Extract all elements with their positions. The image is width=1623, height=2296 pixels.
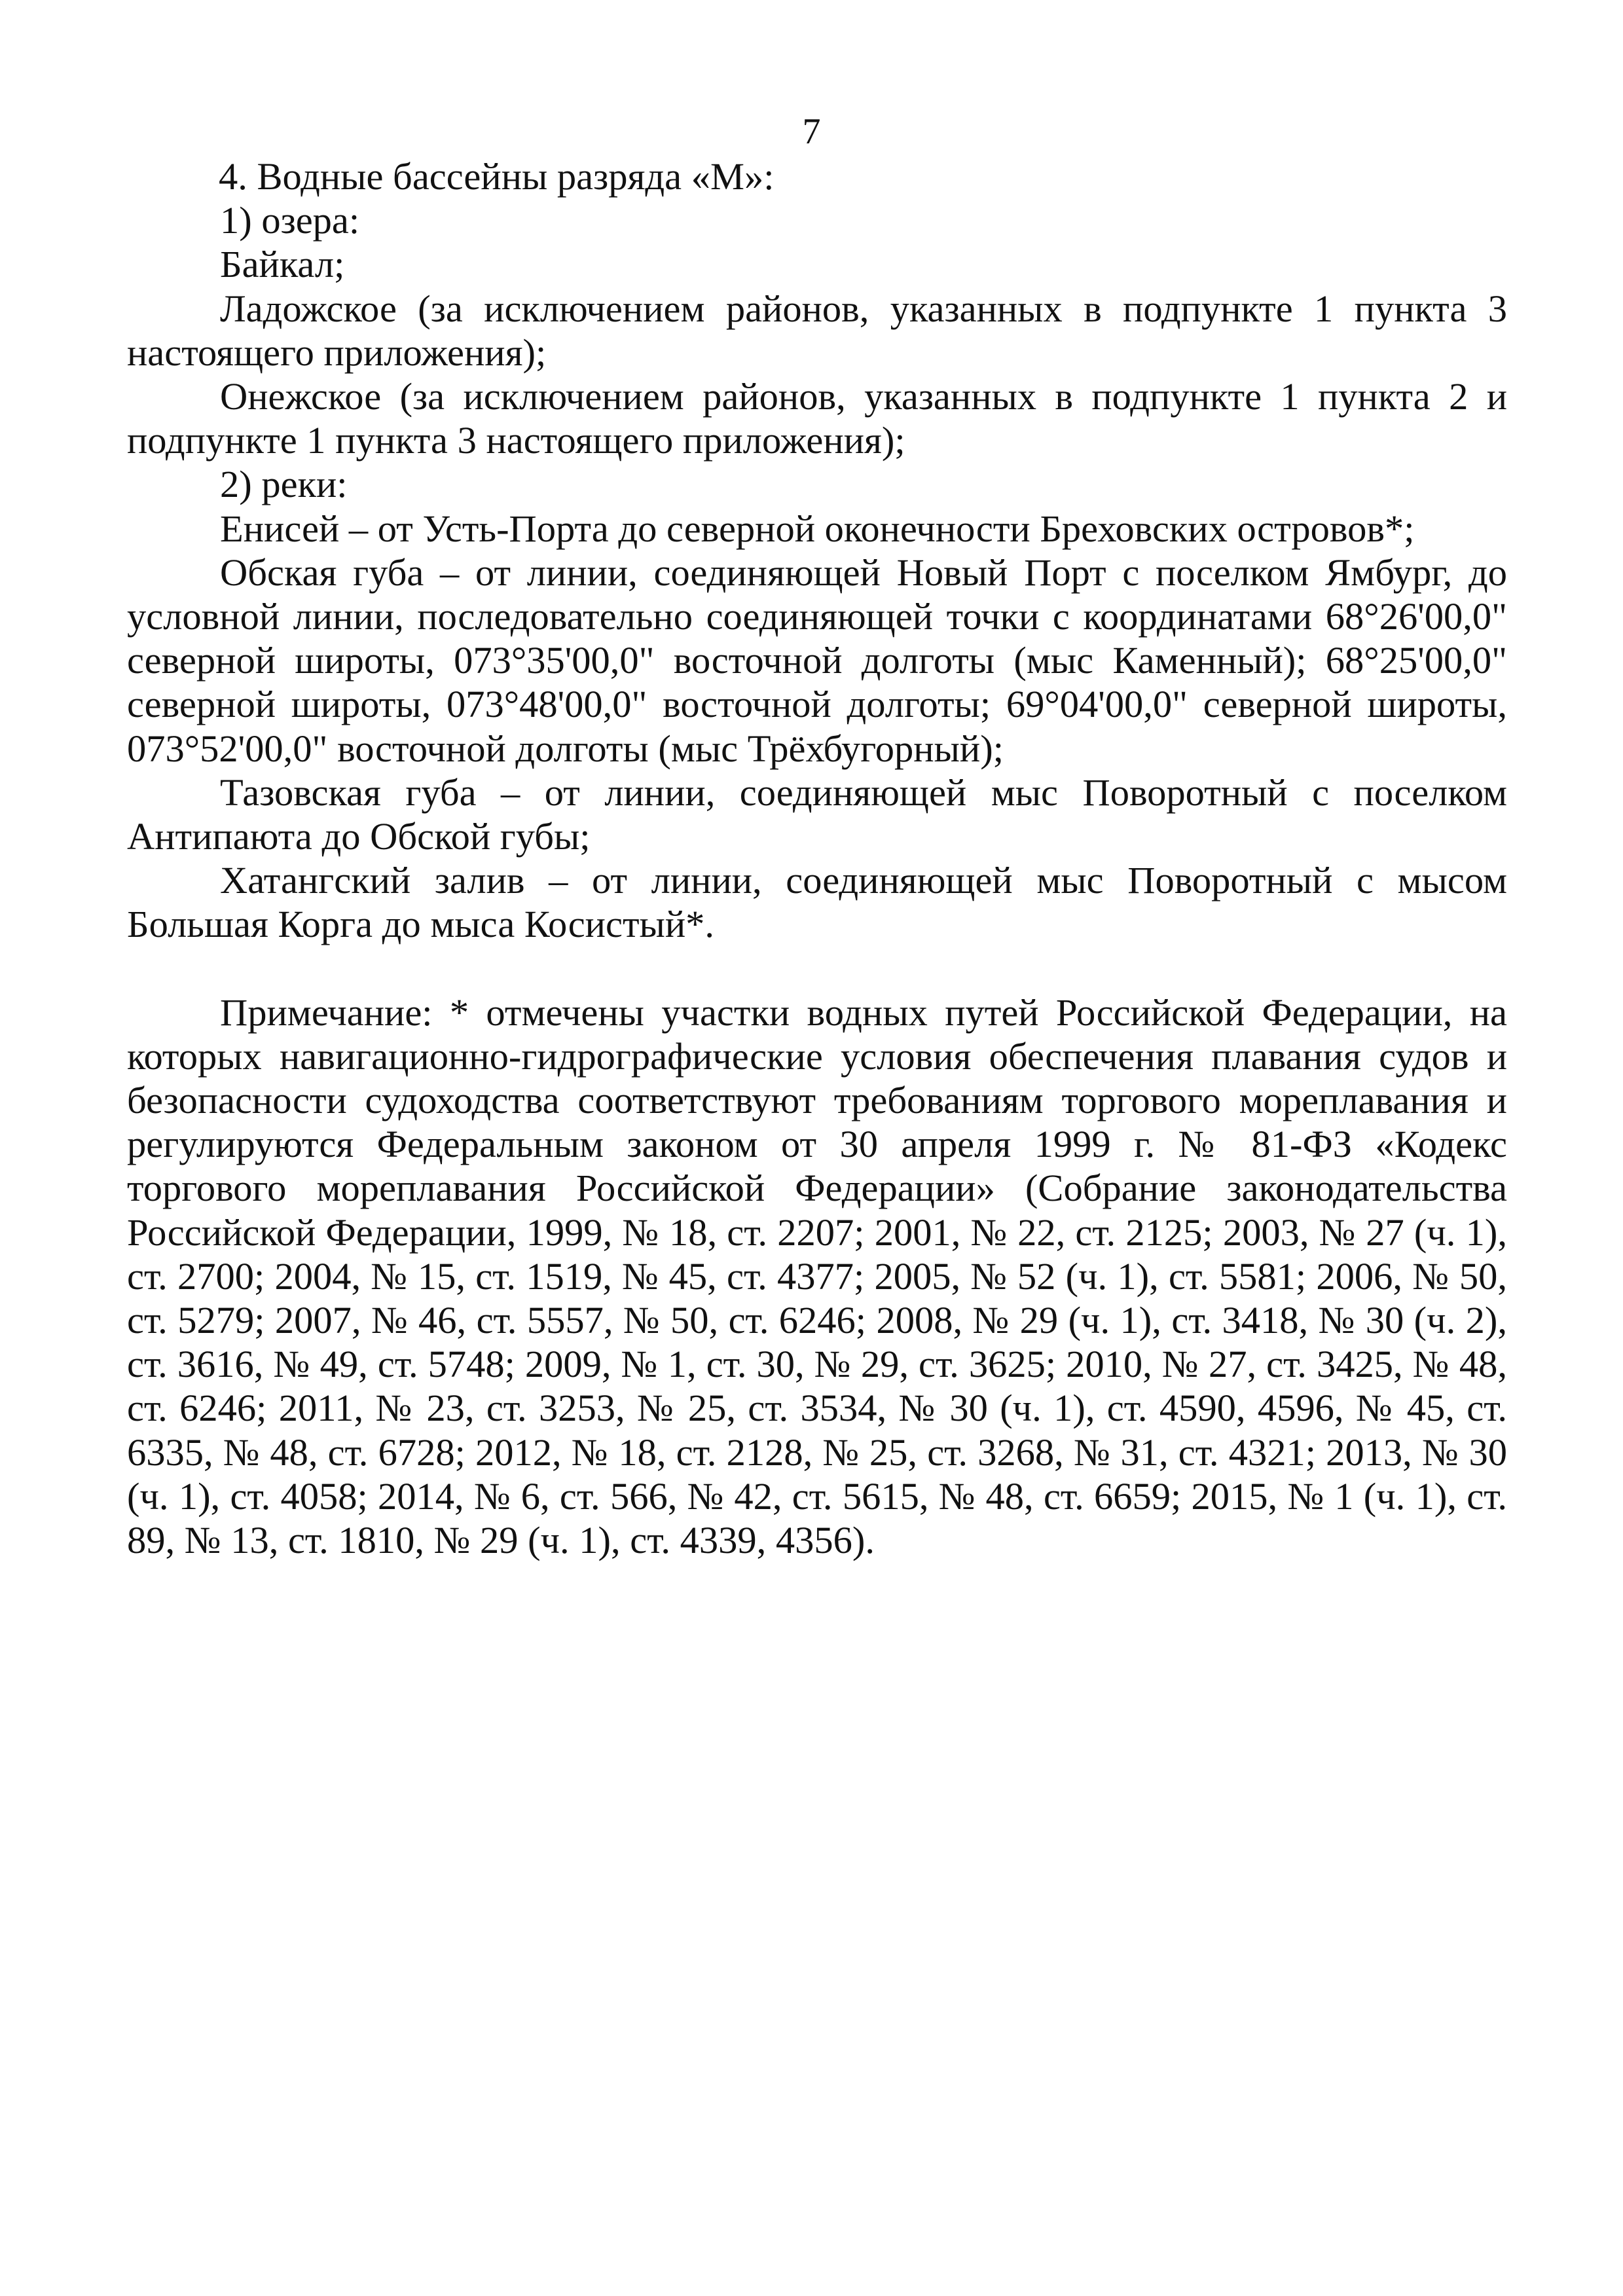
document-body (127, 155, 1507, 1562)
paragraph-onega: Онежское (за исключением районов, указанных в подпункте 1 пункта 2 и подпункте 1 пункта 3 настоящего приложения); (127, 375, 1507, 462)
paragraph-taz-bay: Тазовская губа – от линии, соединяющей мыс Поворотный с поселком Антипаюта до Обской губы; (127, 771, 1507, 858)
paragraph-baikal: Байкал; (220, 243, 345, 286)
paragraph-lakes-label: 1) озера: (220, 199, 360, 242)
footnote-remark: Примечание: * отмечены участки водных путей Российской Федерации, на которых навигационно-гидрографические условия обеспечения плавания судов и безопасности судоходства соответствуют требованиям торгового мореплавания и регулируются Федеральным законом от 30 апреля 1999 г. № 81-ФЗ «Кодекс торгового мореплавания Российской Федерации» (Собрание законодательства Российской Федерации, 1999, № 18, ст. 2207; 2001, № 22, ст. 2125; 2003, № 27 (ч. 1), ст. 2700; 2004, № 15, ст. 1519, № 45, ст. 4377; 2005, № 52 (ч. 1), ст. 5581; 2006, № 50, ст. 5279; 2007, № 46, ст. 5557, № 50, ст. 6246; 2008, № 29 (ч. 1), ст. 3418, № 30 (ч. 2), ст. 3616, № 49, ст. 5748; 2009, № 1, ст. 30, № 29, ст. 3625; 2010, № 27, ст. 3425, № 48, ст. 6246; 2011, № 23, ст. 3253, № 25, ст. 3534, № 30 (ч. 1), ст. 4590, 4596, № 45, ст. 6335, № 48, ст. 6728; 2012, № 18, ст. 2128, № 25, ст. 3268, № 31, ст. 4321; 2013, № 30 (ч. 1), ст. 4058; 2014, № 6, ст. 566, № 42, ст. 5615, № 48, ст. 6659; 2015, № 1 (ч. 1), ст. 89, № 13, ст. 1810, № 29 (ч. 1), ст. 4339, 4356). (127, 991, 1507, 1562)
paragraph-ob-bay: Обская губа – от линии, соединяющей Новый Порт с поселком Ямбург, до условной линии, последовательно соединяющей точки с координатами 68°26'00,0" северной широты, 073°35'00,0" восточной долготы (мыс Каменный); 68°25'00,0" северной широты, 073°48'00,0" восточной долготы; 69°04'00,0" северной широты, 073°52'00,0" восточной долготы (мыс Трёхбугорный); (127, 551, 1507, 770)
paragraph-rivers-label: 2) реки: (220, 463, 348, 506)
page-number: 7 (802, 111, 821, 152)
paragraph-ladoga: Ладожское (за исключением районов, указанных в подпункте 1 пункта 3 настоящего приложения); (127, 287, 1507, 374)
section-heading: 4. Водные бассейны разряда «М»: (219, 155, 775, 198)
paragraph-yenisei: Енисей – от Усть-Порта до северной оконечности Бреховских островов*; (220, 507, 1415, 550)
paragraph-khatanga-gulf: Хатангский залив – от линии, соединяющей мыс Поворотный с мысом Большая Корга до мыса Косистый*. (127, 859, 1507, 946)
